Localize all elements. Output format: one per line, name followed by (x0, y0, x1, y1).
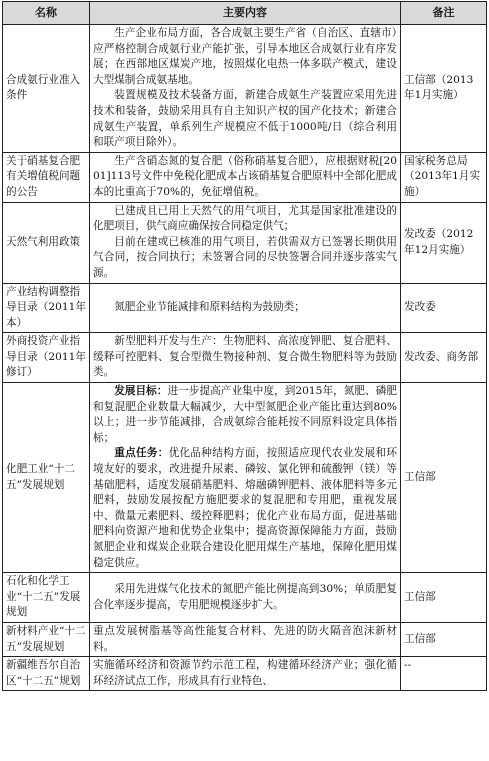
content-paragraph: 重点发展树脂基等高性能复合材料、先进的防火隔音泡沫新材料。 (93, 624, 397, 653)
content-paragraph: 生产企业布局方面，各合成氨主要生产省（自治区、直辖市）应严格控制合成氨行业产能扩张，引导本地区合成氨行业有序发展；在西部地区煤炭产地，按照煤化电热一体多联产模式，建设大型煤制合成氨基地。 (93, 27, 397, 86)
table-row (3, 25, 487, 153)
policy-table (2, 1, 487, 691)
policy-name: 关于硝基复合肥有关增值税问题的公告 (3, 152, 90, 202)
table-row (3, 573, 487, 623)
content-paragraph: 装置规模及技术装备方面，新建合成氨生产装置应采用先进技术和装备，鼓励采用具有自主知识产权的国产化技术；新建合成氨生产装置，单系列生产规模应不低于1000吨/日（综合利用和联产项目除外）。 (93, 89, 397, 149)
policy-name: 石化和化学工业“十二五”发展规划 (3, 573, 90, 623)
policy-content (90, 25, 401, 153)
content-paragraph (93, 384, 397, 446)
table-row (3, 202, 487, 283)
paragraph-lead: 发展目标： (114, 385, 168, 398)
policy-remark: 发改委 (401, 283, 487, 333)
content-paragraph: 目前在建或已核准的用气项目，若供需双方已签署长期供用气合同，按合同执行；未签署合同的尽快签署合同并逐步落实气源。 (93, 235, 397, 279)
table-row (3, 283, 487, 333)
table-row (3, 152, 487, 202)
policy-content (90, 657, 401, 691)
policy-name: 产业结构调整指导目录（2011年本） (3, 283, 90, 333)
policy-remark: 工信部 (401, 383, 487, 573)
policy-remark: 发改委、商务部 (401, 333, 487, 383)
table-row (3, 333, 487, 383)
policy-content (90, 202, 401, 283)
policy-name: 化肥工业“十二五”发展规划 (3, 383, 90, 573)
paragraph-text: 优化品种结构方面，按照适应现代农业发展和环境友好的要求，改进提升尿素、磷铵、氯化钾和硫酸钾（镁）等基础肥料，适度发展硝基肥料、熔融磷钾肥料、液体肥料等多元肥料，鼓励发展按配方施肥要求的复混肥和专用肥，重视发展中、微量元素肥料、缓控释肥料；优化产业布局方面，促进基础肥料向资源产地和优势企业集中；提高资源保障能力方面，鼓励氮肥企业和煤炭企业联合建设化肥用煤生产基地，保障化肥用煤稳定供应。 (93, 447, 398, 569)
table-row (3, 657, 487, 691)
policy-content (90, 573, 401, 623)
content-paragraph (93, 446, 397, 571)
policy-remark: 工信部 (401, 622, 487, 656)
policy-remark: -- (401, 657, 487, 691)
policy-content (90, 333, 401, 383)
policy-content (90, 383, 401, 573)
content-paragraph: 已建成且已用上天然气的用气项目，尤其是国家批准建设的化肥项目，供气商应确保按合同稳定供气； (93, 204, 397, 233)
policy-name: 天然气利用政策 (3, 202, 90, 283)
table-row (3, 383, 487, 573)
content-paragraph: 新型肥料开发与生产：生物肥料、高浓度钾肥、复合肥料、缓释可控肥料、复合型微生物接种剂、复合微生物肥料等为鼓励类。 (93, 335, 397, 379)
paragraph-lead: 重点任务： (114, 447, 169, 460)
policy-name: 合成氨行业准入条件 (3, 25, 90, 153)
policy-name: 新材料产业“十二五”发展规划 (3, 622, 90, 656)
table-row (3, 622, 487, 656)
policy-name: 外商投资产业指导目录（2011年修订） (3, 333, 90, 383)
policy-content (90, 622, 401, 656)
policy-remark: 工信部（2013年1月实施） (401, 25, 487, 153)
header-remark: 备注 (401, 2, 487, 25)
policy-content (90, 283, 401, 333)
header-name: 名称 (3, 2, 90, 25)
policy-content (90, 152, 401, 202)
content-paragraph: 氮肥企业节能减排和原料结构为鼓励类； (114, 301, 305, 314)
policy-remark: 国家税务总局（2013年1月实施） (401, 152, 487, 202)
content-paragraph: 生产含硝态氮的复合肥（俗称硝基复合肥），应根据财税[2001]113号文件中免税化肥成本占该硝基复合肥原料中全部化肥成本的比重高于70%的，免征增值税。 (93, 154, 397, 198)
policy-name: 新疆维吾尔自治区“十二五”规划 (3, 657, 90, 691)
content-paragraph: 实施循环经济和资源节约示范工程，构建循环经济产业；强化循环经济试点工作，形成具有行业特色、 (93, 659, 397, 687)
paragraph-text: 进一步提高产业集中度，到2015年，氮肥、磷肥和复混肥企业数量大幅减少，大中型氮肥企业产能比重达到80%以上；进一步节能减排，合成氨综合能耗按不同原料设定具体指标； (93, 385, 398, 444)
policy-remark: 工信部 (401, 573, 487, 623)
content-paragraph: 采用先进煤气化技术的氮肥产能比例提高到30%；单质肥复合化率逐步提高，专用肥规模逐步扩大。 (93, 582, 397, 611)
policy-remark: 发改委（2012年12月实施） (401, 202, 487, 283)
header-content: 主要内容 (90, 2, 401, 25)
table-header-row (3, 2, 487, 25)
